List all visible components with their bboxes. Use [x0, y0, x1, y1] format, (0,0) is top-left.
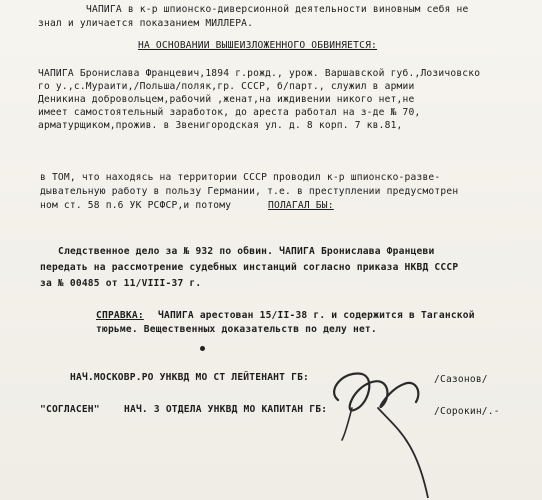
- charge-line-2: дывательную работу в пользу Германии, т.е. в преступлении предусмотрен: [40, 186, 459, 197]
- signatory-1-title: НАЧ.МОСКОВР.РО УНКВД МО СТ ЛЕЙТЕНАНТ ГБ:: [70, 372, 310, 383]
- ink-dot: [200, 346, 205, 351]
- intro-line-1: ЧАПИГА в к-р шпионско-диверсионной деятельности виновным себя не: [86, 4, 469, 15]
- decision-line-2: передать на рассмотрение судебных инстанций согласно приказа НКВД СССР: [40, 262, 459, 273]
- note-label: СПРАВКА:: [96, 310, 144, 321]
- accused-line-4: имеет самостоятельный заработок, до ареста работал на з-де № 70,: [38, 107, 421, 118]
- charge-line-3: ном ст. 58 п.6 УК РСФСР,и потому: [40, 200, 232, 211]
- decision-line-1: Следственное дело за № 932 по обвин. ЧАПИГА Бронислава Францеви: [58, 246, 435, 257]
- basis-heading: НА ОСНОВАНИИ ВЫШЕИЗЛОЖЕННОГО ОБВИНЯЕТСЯ:: [138, 40, 378, 51]
- accused-line-2: го у.,с.Мураити,/Польша/поляк,гр. СССР, б/парт., служил в армии: [38, 81, 415, 92]
- note-line-1: ЧАПИГА арестован 15/II-38 г. и содержится в Таганской: [158, 310, 475, 321]
- intro-line-2: знал и уличается показанием МИЛЛЕРА.: [38, 18, 254, 29]
- agreed-stamp: "СОГЛАСЕН": [40, 404, 100, 415]
- resolved-heading: ПОЛАГАЛ БЫ:: [268, 200, 334, 211]
- signatory-2-name: /Сорокин/.-: [434, 406, 500, 417]
- signatory-1-name: /Сазонов/: [434, 374, 488, 385]
- charge-line-1: в ТОМ, что находясь на территории СССР проводил к-р шпионско-разве-: [40, 172, 441, 183]
- accused-line-5: арматурщиком,прожив. в Звенигородская ул. д. 8 корп. 7 кв.81,: [38, 120, 403, 131]
- handwritten-signature: [318, 348, 438, 498]
- signatory-2-title: НАЧ. 3 ОТДЕЛА УНКВД МО КАПИТАН ГБ:: [124, 404, 328, 415]
- decision-line-3: за № 00485 от 11/VIII-37 г.: [40, 278, 202, 289]
- note-line-2: тюрьме. Вещественных доказательств по делу нет.: [96, 324, 377, 335]
- accused-line-1: ЧАПИГА Брониславa Францевич,1894 г.рожд., урож. Варшавской губ.,Лозичовско: [38, 68, 481, 79]
- accused-line-3: Деникина добровольцем,рабочий ,женат,на иждивении никого нет,не: [38, 94, 415, 105]
